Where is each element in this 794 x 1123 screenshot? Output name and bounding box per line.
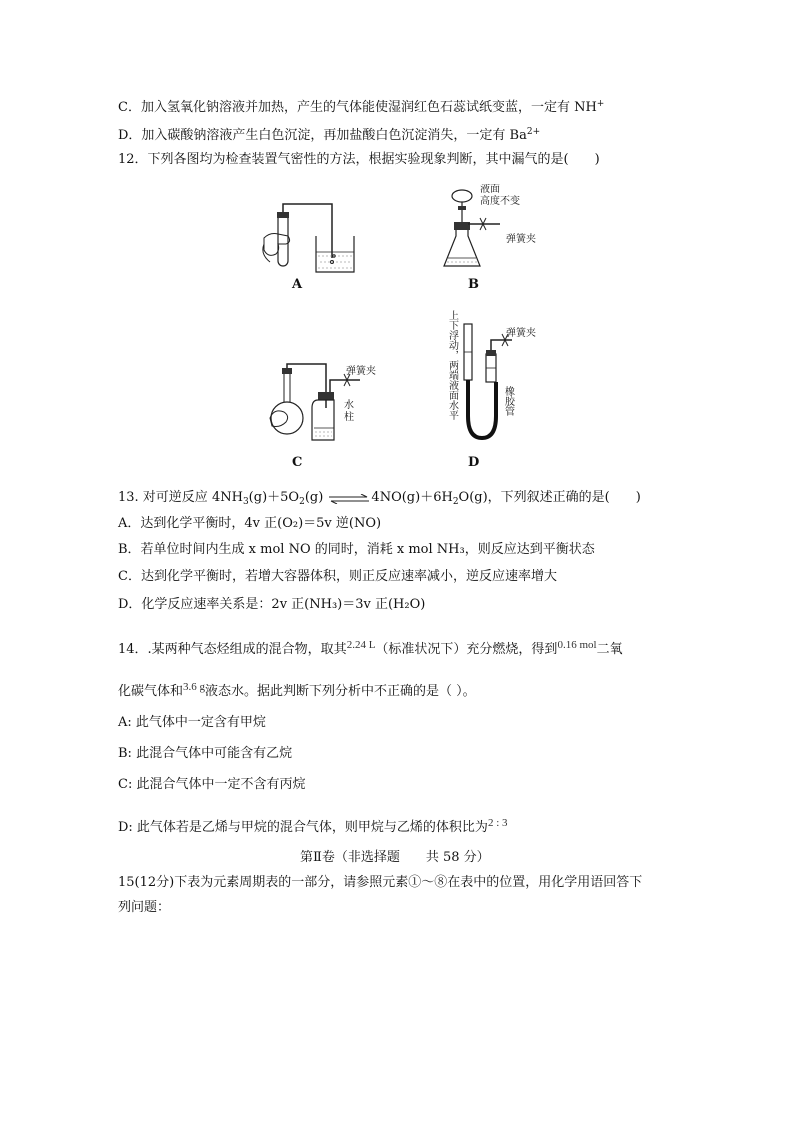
q14-stem-line2: 化碳气体和$^{3.6 g}$液态水。据此判断下列分析中不正确的是（ ）。 bbox=[118, 681, 476, 699]
figure-d-apparatus bbox=[442, 306, 562, 454]
figure-a-label: A bbox=[292, 277, 303, 292]
part2-title: 第Ⅱ卷（非选择题 共 58 分） bbox=[300, 850, 490, 865]
q11-option-c: C．加入氢氧化钠溶液并加热，产生的气体能使湿润红色石蕊试纸变蓝，一定有 NH+ bbox=[118, 99, 605, 115]
q14-stem-line1: 14．.某两种气态烃组成的混合物，取其$^{2.24 L}$（标准状况下）充分燃烧，得到$^{0.16 mol}$二氧 bbox=[118, 639, 623, 657]
figure-c-water1: 水 bbox=[344, 400, 354, 411]
figure-b-label: B bbox=[468, 277, 479, 292]
figure-b-clip: 弹簧夹 bbox=[506, 234, 536, 245]
q13-option-a: A．达到化学平衡时，4v 正(O₂)＝5v 逆(NO) bbox=[118, 516, 382, 531]
q12-stem: 12．下列各图均为检查装置气密性的方法，根据实验现象判断，其中漏气的是( ) bbox=[118, 152, 600, 167]
q13-option-c: C．达到化学平衡时，若增大容器体积，则正反应速率减小，逆反应速率增大 bbox=[118, 569, 557, 584]
figure-d-label: D bbox=[468, 455, 480, 470]
figure-c-clip: 弹簧夹 bbox=[346, 366, 376, 377]
figure-b bbox=[440, 184, 560, 276]
q13-option-b: B．若单位时间内生成 x mol NO 的同时，消耗 x mol NH₃，则反应达到平衡状态 bbox=[118, 542, 595, 557]
q13-stem: 13. 对可逆反应 $4NH_3(g)+5O_2(g)$ $4NO(g)+6H_2O(g)$，下列叙述正确的是( ) bbox=[118, 490, 641, 507]
figure-c bbox=[268, 362, 378, 450]
figure-b-note2: 高度不变 bbox=[480, 196, 520, 207]
figure-d-clip: 弹簧夹 bbox=[506, 328, 536, 339]
q14-option-b: B: 此混合气体中可能含有乙烷 bbox=[118, 746, 293, 761]
figure-c-apparatus bbox=[268, 362, 378, 446]
figure-d bbox=[442, 306, 562, 458]
figure-a-apparatus bbox=[258, 200, 368, 280]
q15-line2: 列问题： bbox=[118, 900, 171, 915]
figure-a bbox=[258, 200, 368, 284]
figure-b-note1: 液面 bbox=[480, 184, 500, 195]
figure-b-apparatus bbox=[440, 184, 560, 272]
equilibrium-arrow-icon bbox=[327, 493, 371, 503]
q14-option-a: A: 此气体中一定含有甲烷 bbox=[118, 715, 266, 730]
figure-d-vertical-note: 上下浮动，两端液面水平 bbox=[446, 310, 458, 420]
figure-c-water2: 柱 bbox=[344, 412, 354, 423]
q15-line1: 15(12分)下表为元素周期表的一部分，请参照元素①～⑧在表中的位置，用化学用语回答下 bbox=[118, 875, 643, 890]
q14-option-d: D: 此气体若是乙烯与甲烷的混合气体，则甲烷与乙烯的体积比为$^{2 : 3}$ bbox=[118, 817, 508, 835]
q13-option-d: D．化学反应速率关系是：2v 正(NH₃)＝3v 正(H₂O) bbox=[118, 597, 426, 612]
figure-c-label: C bbox=[292, 455, 303, 470]
figure-d-tube: 橡胶管 bbox=[502, 386, 514, 416]
q14-option-c: C: 此混合气体中一定不含有丙烷 bbox=[118, 777, 306, 792]
q11-option-d: D．加入碳酸钠溶液产生白色沉淀，再加盐酸白色沉淀消失，一定有 $Ba^{2+}$ bbox=[118, 127, 541, 143]
